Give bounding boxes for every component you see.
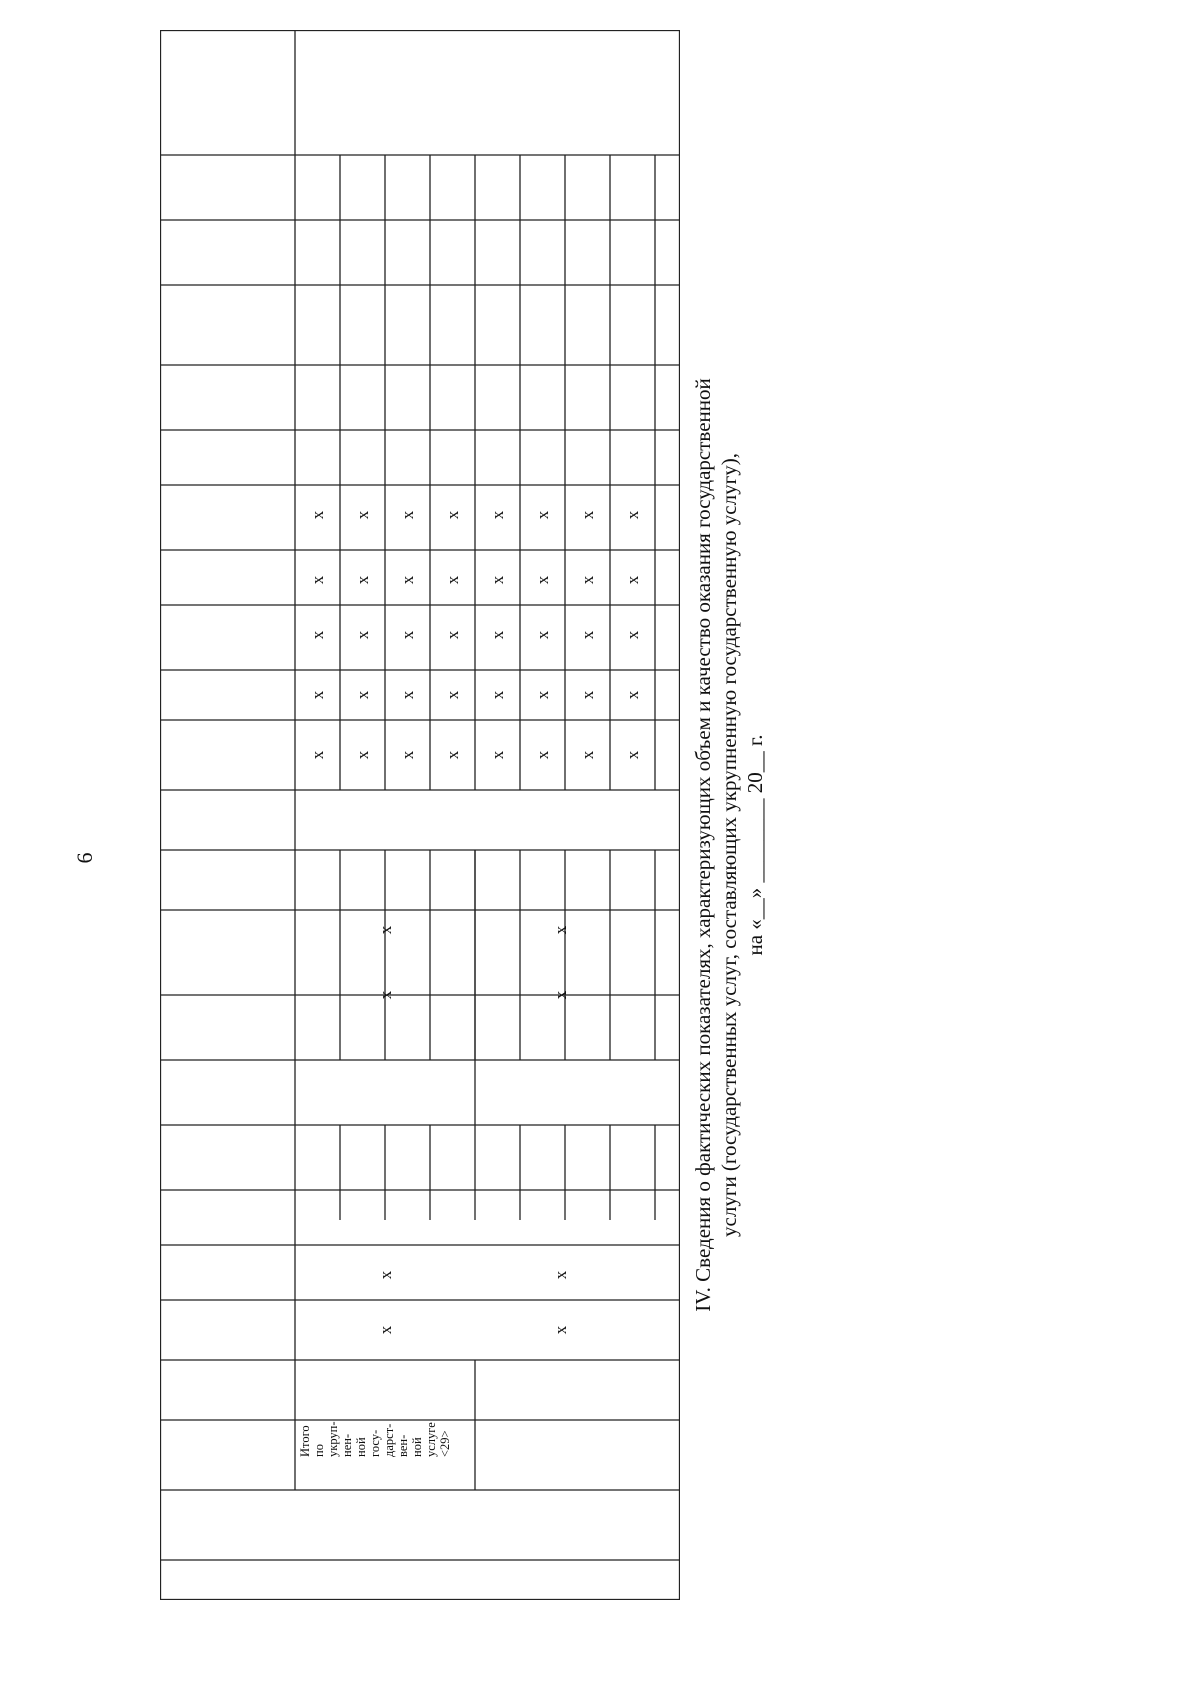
rotated-form-page <box>160 30 680 1600</box>
cross-mark-41: х <box>353 510 372 520</box>
cross-mark-19: х <box>443 690 462 700</box>
cross-mark-35: х <box>443 575 462 585</box>
cross-mark-16: х <box>308 690 327 700</box>
cross-mark-2: х <box>376 990 395 1000</box>
cross-mark-32: х <box>308 575 327 585</box>
cross-mark-33: х <box>353 575 372 585</box>
cross-mark-15: х <box>623 750 642 760</box>
cross-mark-7: х <box>551 925 570 935</box>
cross-mark-8: х <box>308 750 327 760</box>
cross-mark-3: х <box>376 925 395 935</box>
cross-mark-6: х <box>551 990 570 1000</box>
section-title-line-1: IV. Сведения о фактических показателях, характеризующих объем и качество оказания государственной <box>691 378 715 1312</box>
table-border <box>161 31 680 1600</box>
cross-mark-24: х <box>308 630 327 640</box>
cross-mark-22: х <box>578 690 597 700</box>
cross-mark-42: х <box>398 510 417 520</box>
section-title-wrapper <box>690 270 810 1420</box>
cross-mark-44: х <box>488 510 507 520</box>
cross-mark-18: х <box>398 690 417 700</box>
cross-mark-21: х <box>533 690 552 700</box>
cross-mark-34: х <box>398 575 417 585</box>
cross-mark-37: х <box>533 575 552 585</box>
total-row-label: Итого по укруп- нен- ной госу- дарст- вен- ной услуге <29> <box>298 1421 452 1457</box>
cross-mark-23: х <box>623 690 642 700</box>
cross-mark-25: х <box>353 630 372 640</box>
cross-mark-28: х <box>488 630 507 640</box>
section-title-line-3: на «__» ________ 20__ г. <box>743 734 767 956</box>
cross-mark-1: х <box>376 1270 395 1280</box>
cross-mark-38: х <box>578 575 597 585</box>
cross-mark-47: х <box>623 510 642 520</box>
section-title-line-2: услуги (государственных услуг, составляющих укрупненную государственную услугу), <box>717 453 741 1237</box>
cross-mark-14: х <box>578 750 597 760</box>
form-table-grid <box>160 30 680 1600</box>
cross-mark-27: х <box>443 630 462 640</box>
cross-mark-45: х <box>533 510 552 520</box>
cross-mark-17: х <box>353 690 372 700</box>
cross-mark-39: х <box>623 575 642 585</box>
cross-mark-40: х <box>308 510 327 520</box>
cross-mark-29: х <box>533 630 552 640</box>
cross-mark-4: х <box>551 1325 570 1335</box>
cross-mark-46: х <box>578 510 597 520</box>
cross-mark-13: х <box>533 750 552 760</box>
cross-mark-5: х <box>551 1270 570 1280</box>
cross-mark-12: х <box>488 750 507 760</box>
page-number: 6 <box>72 852 97 864</box>
cross-mark-26: х <box>398 630 417 640</box>
cross-mark-0: х <box>376 1325 395 1335</box>
cross-mark-20: х <box>488 690 507 700</box>
cross-mark-11: х <box>443 750 462 760</box>
cross-mark-10: х <box>398 750 417 760</box>
cross-mark-9: х <box>353 750 372 760</box>
cross-mark-30: х <box>578 630 597 640</box>
cross-mark-31: х <box>623 630 642 640</box>
cross-mark-43: х <box>443 510 462 520</box>
cross-mark-36: х <box>488 575 507 585</box>
